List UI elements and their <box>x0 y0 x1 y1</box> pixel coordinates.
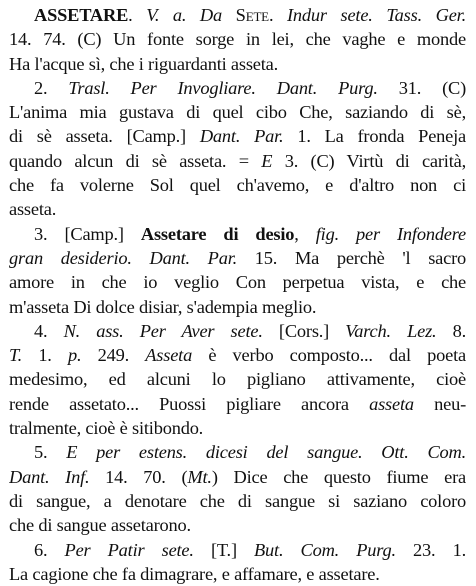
text-run: 15. Ma perchè 'l sacro <box>237 247 466 268</box>
italic-text: T. <box>9 345 23 366</box>
italic-text: E per estens. dicesi del sangue. Ott. Com. <box>66 442 466 463</box>
text-run: che fa volerne Sol quel ch'avemo, e d'altro non ci <box>9 175 466 196</box>
text-run: di sangue, a denotare che di sangue si saziano coloro <box>9 490 466 511</box>
italic-text: E <box>261 150 273 171</box>
entry-line <box>9 465 466 489</box>
italic-text: Asseta <box>145 345 193 366</box>
text-run: asseta. <box>9 199 57 220</box>
entry-line <box>9 392 466 416</box>
entry-line <box>9 562 466 586</box>
entry-line <box>9 52 466 76</box>
italic-text: V. a. Da <box>146 5 236 25</box>
entry-line <box>9 100 466 124</box>
entry-line <box>9 513 466 537</box>
entry-line <box>9 246 466 270</box>
italic-text: Varch. Lez. <box>345 320 437 341</box>
entry-line <box>9 416 466 440</box>
italic-text: Indur sete. Tass. Ger. <box>286 5 466 25</box>
text-run: m'asseta Di dolce disiar, s'adempia meglio. <box>9 296 317 317</box>
text-run: Ha l'acque sì, che i riguardanti asseta. <box>9 53 279 74</box>
entry-line <box>9 149 466 173</box>
text-run: . <box>128 5 147 25</box>
text-run: La cagione che fa dimagrare, e affamare, e assetare. <box>9 563 380 584</box>
text-run: 3. (C) Virtù di carità, <box>272 150 466 171</box>
sense-line-start <box>9 222 466 246</box>
text-run: ) Dice che questo fiume era <box>211 466 466 487</box>
text-run: neu- <box>413 393 466 414</box>
text-run: 14. 70. ( <box>89 466 188 487</box>
text-run: amore in che io veglio Con perpetua vista, e che <box>9 272 466 293</box>
smallcaps-text: Sete <box>235 5 269 25</box>
entry-line <box>9 270 466 294</box>
bold-text: Assetare di desio <box>140 223 295 244</box>
italic-text: Dant. Par. <box>199 126 284 147</box>
text-run: 2. <box>34 77 69 98</box>
text-run: [Cors.] <box>262 320 346 341</box>
entry-line <box>9 173 466 197</box>
entry-line <box>9 367 466 391</box>
text-run: . <box>268 5 287 25</box>
text-run: [T.] <box>193 539 255 560</box>
text-run: , <box>294 223 316 244</box>
sense-line-start <box>9 538 466 562</box>
italic-text: Trasl. Per Invogliare. Dant. Purg. <box>68 77 378 98</box>
italic-text: N. ass. Per Aver sete. <box>63 320 263 341</box>
text-run: quando alcun di sè asseta. = <box>9 150 262 171</box>
text-run: medesimo, ed alcuni lo pigliano attivamente, cioè <box>9 369 466 390</box>
sense-line-start <box>9 440 466 464</box>
italic-text: p. <box>67 345 82 366</box>
text-run: 249. <box>81 345 146 366</box>
text-run: rende assetato... Puossi pigliare ancora <box>9 393 370 414</box>
text-run: L'anima mia gustava di quel cibo Che, saziando di sè, <box>9 102 466 123</box>
text-run: 6. <box>34 539 65 560</box>
text-run: che di sangue assetarono. <box>9 515 191 536</box>
entry-line <box>9 197 466 221</box>
sense-line-start <box>9 76 466 100</box>
text-run: 1. <box>22 345 68 366</box>
italic-text: Mt. <box>187 466 212 487</box>
sense-line-start <box>9 319 466 343</box>
text-run: 4. <box>34 320 64 341</box>
entry-line <box>9 343 466 367</box>
text-run: 23. 1. <box>395 539 466 560</box>
text-run: 31. (C) <box>377 77 466 98</box>
italic-text: Per Patir sete. <box>64 539 194 560</box>
italic-text: fig. per Infondere <box>315 223 466 244</box>
text-run: 5. <box>34 442 67 463</box>
entry-line <box>9 295 466 319</box>
text-run: 14. 74. (C) Un fonte sorge in lei, che vaghe e monde <box>9 29 466 50</box>
bold-text: ASSETARE <box>34 5 129 25</box>
entry-line <box>9 124 466 148</box>
sense-line-start <box>9 3 466 27</box>
text-run: 1. La fronda Peneja <box>283 126 466 147</box>
entry-line <box>9 27 466 51</box>
text-run: di sè asseta. [Camp.] <box>9 126 200 147</box>
text-run: tralmente, cioè è sitibondo. <box>9 418 204 439</box>
italic-text: asseta <box>369 393 414 414</box>
text-run: 3. [Camp.] <box>34 223 141 244</box>
italic-text: Dant. Inf. <box>9 466 90 487</box>
italic-text: But. Com. Purg. <box>254 539 396 560</box>
text-run: è verbo composto... dal poeta <box>192 345 466 366</box>
text-run: 8. <box>436 320 466 341</box>
entry-line <box>9 489 466 513</box>
italic-text: gran desiderio. Dant. Par. <box>9 247 238 268</box>
